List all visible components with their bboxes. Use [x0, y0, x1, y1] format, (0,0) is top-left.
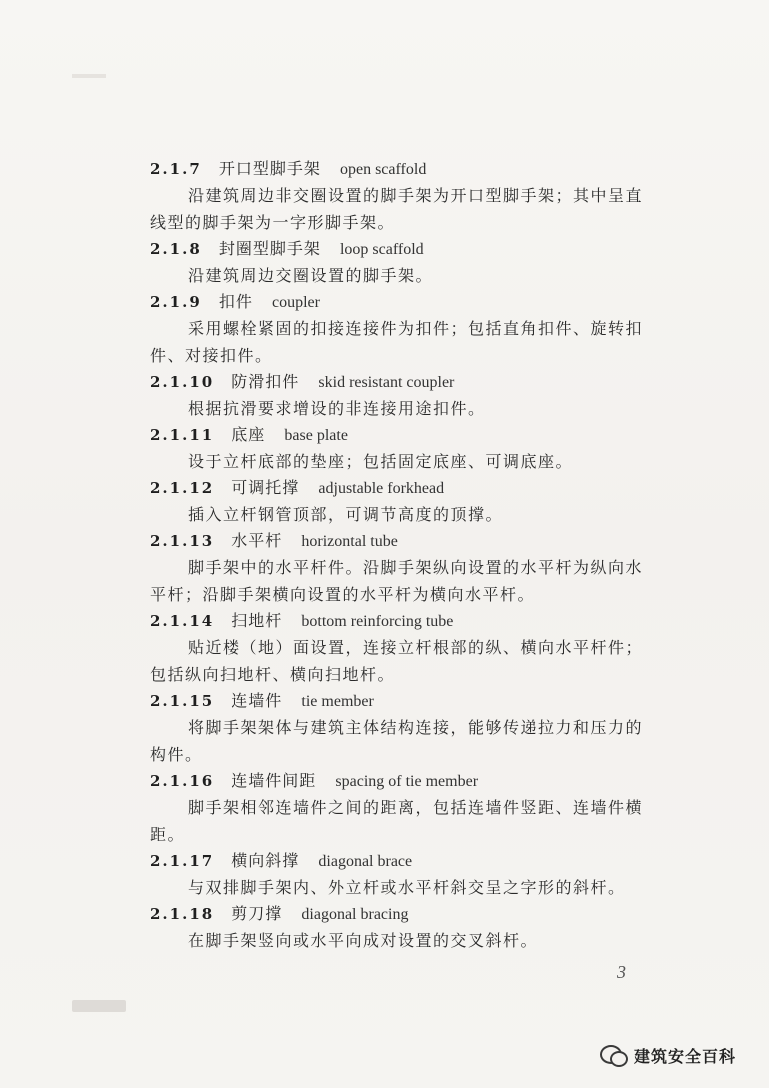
term-chinese: 扫地杆 — [231, 611, 283, 630]
term-chinese: 防滑扣件 — [231, 372, 300, 391]
term-number: 2.1.9 — [150, 293, 202, 311]
term-heading — [150, 289, 650, 315]
term-chinese: 连墙件间距 — [231, 771, 317, 790]
term-chinese: 封圈型脚手架 — [218, 239, 321, 258]
term-definition: 脚手架中的水平杆件。沿脚手架纵向设置的水平杆为纵向水平杆；沿脚手架横向设置的水平杆为横向水平杆。 — [150, 558, 644, 604]
top-scan-mark — [72, 74, 106, 78]
term-heading — [150, 369, 650, 395]
term-chinese: 开口型脚手架 — [218, 159, 321, 178]
term-entry-2-1-11 — [150, 422, 650, 475]
term-entry-2-1-8 — [150, 236, 650, 289]
term-definition: 根据抗滑要求增设的非连接用途扣件。 — [188, 399, 486, 418]
term-english: diagonal brace — [318, 853, 413, 870]
term-heading — [150, 422, 650, 448]
term-heading — [150, 156, 650, 182]
term-english: diagonal bracing — [301, 906, 409, 923]
term-heading — [150, 848, 650, 874]
term-chinese: 水平杆 — [231, 531, 283, 550]
term-english: horizontal tube — [301, 533, 398, 550]
term-english: open scaffold — [339, 161, 427, 178]
term-definition: 设于立杆底部的垫座；包括固定底座、可调底座。 — [188, 452, 574, 471]
term-number: 2.1.16 — [150, 772, 215, 790]
term-entry-2-1-14 — [150, 608, 650, 688]
term-number: 2.1.18 — [150, 905, 215, 923]
term-number: 2.1.15 — [150, 692, 215, 710]
term-chinese: 可调托撑 — [231, 478, 300, 497]
term-entry-2-1-7 — [150, 156, 650, 236]
term-number: 2.1.7 — [150, 160, 202, 178]
term-heading — [150, 901, 650, 927]
term-english: bottom reinforcing tube — [301, 613, 454, 630]
bottom-scan-mark — [72, 1000, 126, 1012]
term-definition: 将脚手架架体与建筑主体结构连接，能够传递拉力和压力的构件。 — [150, 718, 644, 764]
term-definition: 采用螺栓紧固的扣接连接件为扣件；包括直角扣件、旋转扣件、对接扣件。 — [150, 319, 644, 365]
term-english: skid resistant coupler — [318, 374, 455, 391]
term-heading — [150, 608, 650, 634]
term-entry-2-1-10 — [150, 369, 650, 422]
terms-list — [150, 156, 650, 954]
watermark-text: 建筑安全百科 — [634, 1046, 737, 1066]
term-english: base plate — [284, 427, 348, 444]
term-entry-2-1-18 — [150, 901, 650, 954]
term-chinese: 扣件 — [218, 292, 253, 311]
term-definition: 沿建筑周边交圈设置的脚手架。 — [188, 266, 434, 285]
term-english: spacing of tie member — [335, 773, 479, 790]
term-number: 2.1.12 — [150, 479, 215, 497]
term-number: 2.1.10 — [150, 373, 215, 391]
term-english: tie member — [301, 693, 374, 710]
term-heading — [150, 528, 650, 554]
term-heading — [150, 768, 650, 794]
term-entry-2-1-17 — [150, 848, 650, 901]
term-definition: 在脚手架竖向或水平向成对设置的交叉斜杆。 — [188, 931, 539, 950]
term-entry-2-1-12 — [150, 475, 650, 528]
term-heading — [150, 688, 650, 714]
term-number: 2.1.17 — [150, 852, 215, 870]
term-definition: 脚手架相邻连墙件之间的距离，包括连墙件竖距、连墙件横距。 — [150, 798, 644, 844]
term-number: 2.1.11 — [150, 426, 215, 444]
term-english: loop scaffold — [339, 241, 424, 258]
term-entry-2-1-13 — [150, 528, 650, 608]
term-chinese: 剪刀撑 — [231, 904, 283, 923]
term-english: coupler — [271, 294, 320, 311]
term-number: 2.1.13 — [150, 532, 215, 550]
watermark — [600, 1040, 736, 1070]
term-number: 2.1.8 — [150, 240, 202, 258]
term-entry-2-1-16 — [150, 768, 650, 848]
term-number: 2.1.14 — [150, 612, 215, 630]
term-entry-2-1-15 — [150, 688, 650, 768]
term-chinese: 横向斜撑 — [231, 851, 300, 870]
term-english: adjustable forkhead — [318, 480, 445, 497]
term-definition: 贴近楼（地）面设置，连接立杆根部的纵、横向水平杆件；包括纵向扫地杆、横向扫地杆。 — [150, 638, 644, 684]
term-definition: 沿建筑周边非交圈设置的脚手架为开口型脚手架；其中呈直线型的脚手架为一字形脚手架。 — [150, 186, 644, 232]
term-heading — [150, 475, 650, 501]
term-chinese: 连墙件 — [231, 691, 283, 710]
term-chinese: 底座 — [231, 425, 266, 444]
term-definition: 与双排脚手架内、外立杆或水平杆斜交呈之字形的斜杆。 — [188, 878, 626, 897]
wechat-icon — [600, 1043, 628, 1067]
term-definition: 插入立杆钢管顶部，可调节高度的顶撑。 — [188, 505, 504, 524]
page-number: 3 — [617, 962, 626, 982]
term-entry-2-1-9 — [150, 289, 650, 369]
term-heading — [150, 236, 650, 262]
